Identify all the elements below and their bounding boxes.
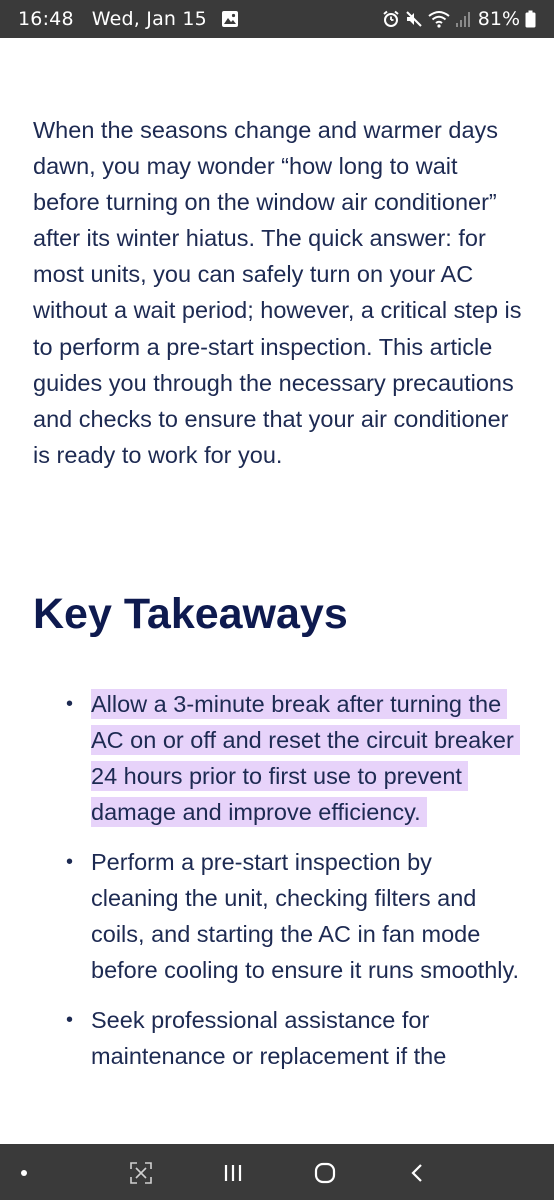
bullet-icon: • xyxy=(66,1009,74,1031)
wifi-icon xyxy=(428,10,450,28)
status-time: 16:48 xyxy=(18,8,74,30)
status-date: Wed, Jan 15 xyxy=(91,8,207,30)
list-item xyxy=(0,1002,554,1074)
takeaways-list xyxy=(0,686,554,1088)
signal-icon xyxy=(455,10,471,28)
highlighted-text[interactable]: Allow a 3-minute break after turning the AC on or off and reset the circuit breaker 24 hours prior to first use to prevent damage and improve efficiency. xyxy=(91,689,520,827)
intro-paragraph: When the seasons change and warmer days dawn, you may wonder “how long to wait before turning on the window air conditioner” after its winter hiatus. The quick answer: for most units, you can safely turn on your AC without a wait period; however, a critical step is to perform a pre-start inspection. This article guides you through the necessary precautions and checks to ensure that your air conditioner is ready to work for you. xyxy=(33,117,522,468)
home-icon[interactable] xyxy=(312,1160,338,1186)
status-bar xyxy=(0,0,554,38)
bullet-icon: • xyxy=(66,851,74,873)
battery-icon xyxy=(525,10,536,28)
back-icon[interactable] xyxy=(404,1160,430,1186)
recent-apps-icon[interactable] xyxy=(220,1160,246,1186)
gallery-icon xyxy=(221,10,239,28)
alarm-icon xyxy=(382,10,400,28)
takeaway-text: Perform a pre-start inspection by cleaning the unit, checking filters and coils, and starting the AC in fan mode before cooling to ensure it runs smoothly. xyxy=(91,849,520,983)
bullet-icon: • xyxy=(66,693,74,715)
list-item xyxy=(0,844,554,988)
article-content xyxy=(0,38,554,1144)
screenshot-scan-icon[interactable] xyxy=(128,1160,154,1186)
battery-percent: 81% xyxy=(477,8,520,30)
mute-icon xyxy=(405,10,423,28)
navigation-bar xyxy=(0,1144,554,1200)
dot-icon xyxy=(11,1160,37,1186)
takeaway-text: Seek professional assistance for maintenance or replacement if the xyxy=(91,1007,447,1069)
key-takeaways-heading: Key Takeaways xyxy=(33,590,348,638)
list-item xyxy=(0,686,554,830)
